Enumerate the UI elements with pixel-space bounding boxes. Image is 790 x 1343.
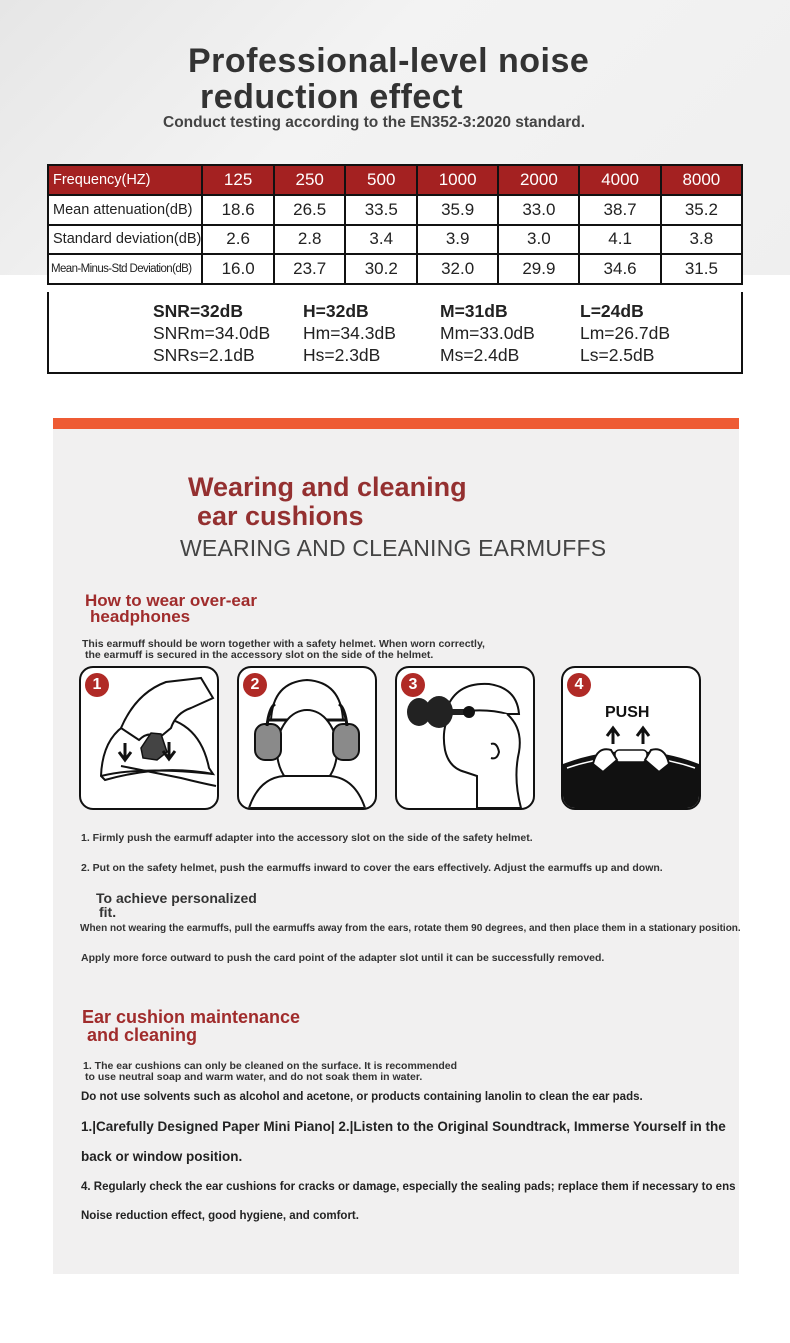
table-row [48,195,742,225]
push-label: PUSH [605,704,650,721]
section-title-english: WEARING AND CLEANING EARMUFFS [180,535,607,561]
rating-mean: Lm=26.7dB [580,323,670,343]
table-header-cell: 250 [274,165,346,195]
rating-main: L=24dB [580,301,644,321]
rating-column-l [580,300,670,366]
step-number-badge: 2 [243,673,267,697]
table-header-cell: 500 [345,165,417,195]
rating-column-h [303,300,396,366]
table-header-cell: 8000 [661,165,742,195]
rating-mean: Hm=34.3dB [303,323,396,343]
fit-heading-line1: To achieve personalized [96,890,257,906]
instruction-step-2: 2. Put on the safety helmet, push the earmuffs inward to cover the ears effectively. Adjust the earmuffs up and down. [81,862,663,874]
rating-column-snr [153,300,270,366]
rating-std: SNRs=2.1dB [153,345,255,365]
rating-mean: Mm=33.0dB [440,323,535,343]
table-cell: 3.8 [661,225,742,255]
rating-std: Ls=2.5dB [580,345,655,365]
maintenance-line-solvents: Do not use solvents such as alcohol and acetone, or products containing lanolin to clean the ear pads. [81,1091,643,1103]
rating-main: M=31dB [440,301,508,321]
table-cell: 3.9 [417,225,498,255]
table-cell: 18.6 [202,195,274,225]
cleaning-note [83,1061,457,1083]
step-number-badge: 4 [567,673,591,697]
maintenance-line-5: Noise reduction effect, good hygiene, and comfort. [81,1210,359,1222]
table-cell: 2.8 [274,225,346,255]
table-cell: 26.5 [274,195,346,225]
helmet-note [82,639,485,661]
maintenance-line-4: 4. Regularly check the ear cushions for cracks or damage, especially the sealing pads; replace them if necessary to ens [81,1181,736,1193]
rating-std: Hs=2.3dB [303,345,381,365]
rating-main: SNR=32dB [153,301,243,321]
table-cell: 33.0 [498,195,579,225]
table-cell: 16.0 [202,254,274,284]
page-title-line2: reduction effect [200,78,464,116]
table-cell: 30.2 [345,254,417,284]
step-2-card [237,666,377,810]
table-cell: 23.7 [274,254,346,284]
table-header-cell: 2000 [498,165,579,195]
helmet-note-line1: This earmuff should be worn together with a safety helmet. When worn correctly, [82,638,485,650]
instruction-storage: When not wearing the earmuffs, pull the earmuffs away from the ears, rotate them 90 degrees, and then place them in a stationary position. [80,923,741,934]
table-cell: 3.0 [498,225,579,255]
noise-rating-box [47,292,743,374]
page-title-line1: Professional-level noise [188,42,590,80]
table-cell: 33.5 [345,195,417,225]
page-subtitle: Conduct testing according to the EN352-3:2020 standard. [163,114,586,131]
step-number-badge: 3 [401,673,425,697]
table-row-label: Mean attenuation(dB) [48,195,202,225]
table-cell: 4.1 [579,225,660,255]
table-cell: 35.2 [661,195,742,225]
section-accent-bar [53,418,739,429]
attenuation-table [47,164,743,285]
rating-column-m [440,300,535,366]
maintenance-line-2: 1.|Carefully Designed Paper Mini Piano| 2.|Listen to the Original Soundtrack, Immerse Yourself in the [81,1119,726,1134]
table-cell: 29.9 [498,254,579,284]
step-3-card [395,666,535,810]
table-row [48,225,742,255]
step-number-badge: 1 [85,673,109,697]
instruction-removal: Apply more force outward to push the card point of the adapter slot until it can be successfully removed. [81,952,605,964]
instruction-step-1: 1. Firmly push the earmuff adapter into the accessory slot on the side of the safety helmet. [81,832,533,844]
maintenance-heading-line2: and cleaning [87,1025,198,1045]
rating-std: Ms=2.4dB [440,345,520,365]
helmet-note-line2: the earmuff is secured in the accessory slot on the side of the helmet. [85,649,434,661]
table-cell: 32.0 [417,254,498,284]
section-title-line2: ear cushions [197,501,364,531]
table-row-label: Standard deviation(dB) [48,225,202,255]
table-header-cell: 1000 [417,165,498,195]
table-cell: 31.5 [661,254,742,284]
rating-main: H=32dB [303,301,369,321]
how-to-wear-heading-line2: headphones [90,607,191,626]
maintenance-heading-line1: Ear cushion maintenance [82,1007,301,1027]
maintenance-line-3: back or window position. [81,1149,243,1164]
table-cell: 35.9 [417,195,498,225]
table-row-label: Mean-Minus-Std Deviation(dB) [48,254,202,284]
step-1-card [79,666,219,810]
table-header-cell: 125 [202,165,274,195]
table-header-row [48,165,742,195]
fit-heading-line2: fit. [99,904,117,920]
cleaning-note-line2: to use neutral soap and warm water, and do not soak them in water. [85,1071,423,1083]
table-header-cell: 4000 [579,165,660,195]
cleaning-note-line1: 1. The ear cushions can only be cleaned on the surface. It is recommended [83,1060,458,1072]
table-row [48,254,742,284]
table-cell: 3.4 [345,225,417,255]
table-cell: 38.7 [579,195,660,225]
table-cell: 34.6 [579,254,660,284]
how-to-wear-heading-line1: How to wear over-ear [85,591,257,610]
table-header-cell: Frequency(HZ) [48,165,202,195]
step-4-card [561,666,701,810]
section-title-line1: Wearing and cleaning [188,472,467,502]
rating-mean: SNRm=34.0dB [153,323,271,343]
table-cell: 2.6 [202,225,274,255]
